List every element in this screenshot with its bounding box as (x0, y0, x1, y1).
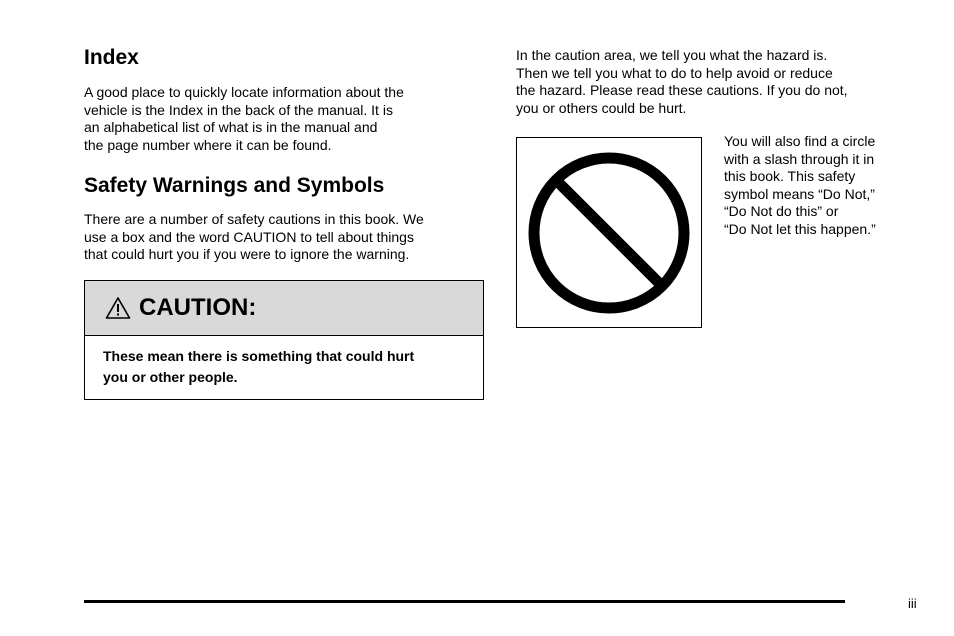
caution-body (85, 336, 483, 398)
caution-box (84, 280, 484, 400)
text-line: “Do Not let this happen.” (724, 220, 876, 237)
index-heading: Index (84, 46, 139, 69)
text-line: “Do Not do this” or (724, 203, 839, 220)
caution-title: CAUTION: (139, 294, 257, 321)
text-line: A good place to quickly locate information about the (84, 84, 404, 100)
warning-triangle-icon (105, 296, 131, 320)
text-line: that could hurt you if you were to ignore the warning. (84, 246, 410, 263)
page-number: iii (908, 596, 917, 611)
footer-rule (84, 600, 845, 603)
text-line: vehicle is the Index in the back of the manual. It is (84, 101, 393, 118)
no-symbol-icon (517, 138, 701, 327)
text-line: you or others could be hurt. (516, 99, 687, 116)
text-line: In the caution area, we tell you what the hazard is. (516, 47, 828, 63)
text-line: symbol means “Do Not,” (724, 185, 875, 202)
text-line: an alphabetical list of what is in the manual and (84, 119, 378, 136)
text-line: These mean there is something that could hurt (103, 348, 415, 364)
text-line: Then we tell you what to do to help avoid or reduce (516, 64, 833, 81)
text-line: with a slash through it in (724, 150, 875, 167)
safety-heading: Safety Warnings and Symbols (84, 174, 385, 197)
text-line: this book. This safety (724, 168, 856, 185)
text-line: You will also find a circle (724, 133, 876, 149)
safety-paragraph (84, 211, 424, 264)
text-line: you or other people. (103, 369, 238, 385)
caution-area-paragraph (516, 47, 848, 117)
index-paragraph (84, 84, 404, 154)
text-line: the page number where it can be found. (84, 136, 332, 153)
text-line: There are a number of safety cautions in this book. We (84, 211, 424, 227)
text-line: the hazard. Please read these cautions. If you do not, (516, 82, 848, 99)
text-line: use a box and the word CAUTION to tell about things (84, 228, 414, 245)
symbol-frame (516, 137, 702, 328)
symbol-paragraph (724, 133, 876, 239)
caution-header (85, 281, 483, 336)
